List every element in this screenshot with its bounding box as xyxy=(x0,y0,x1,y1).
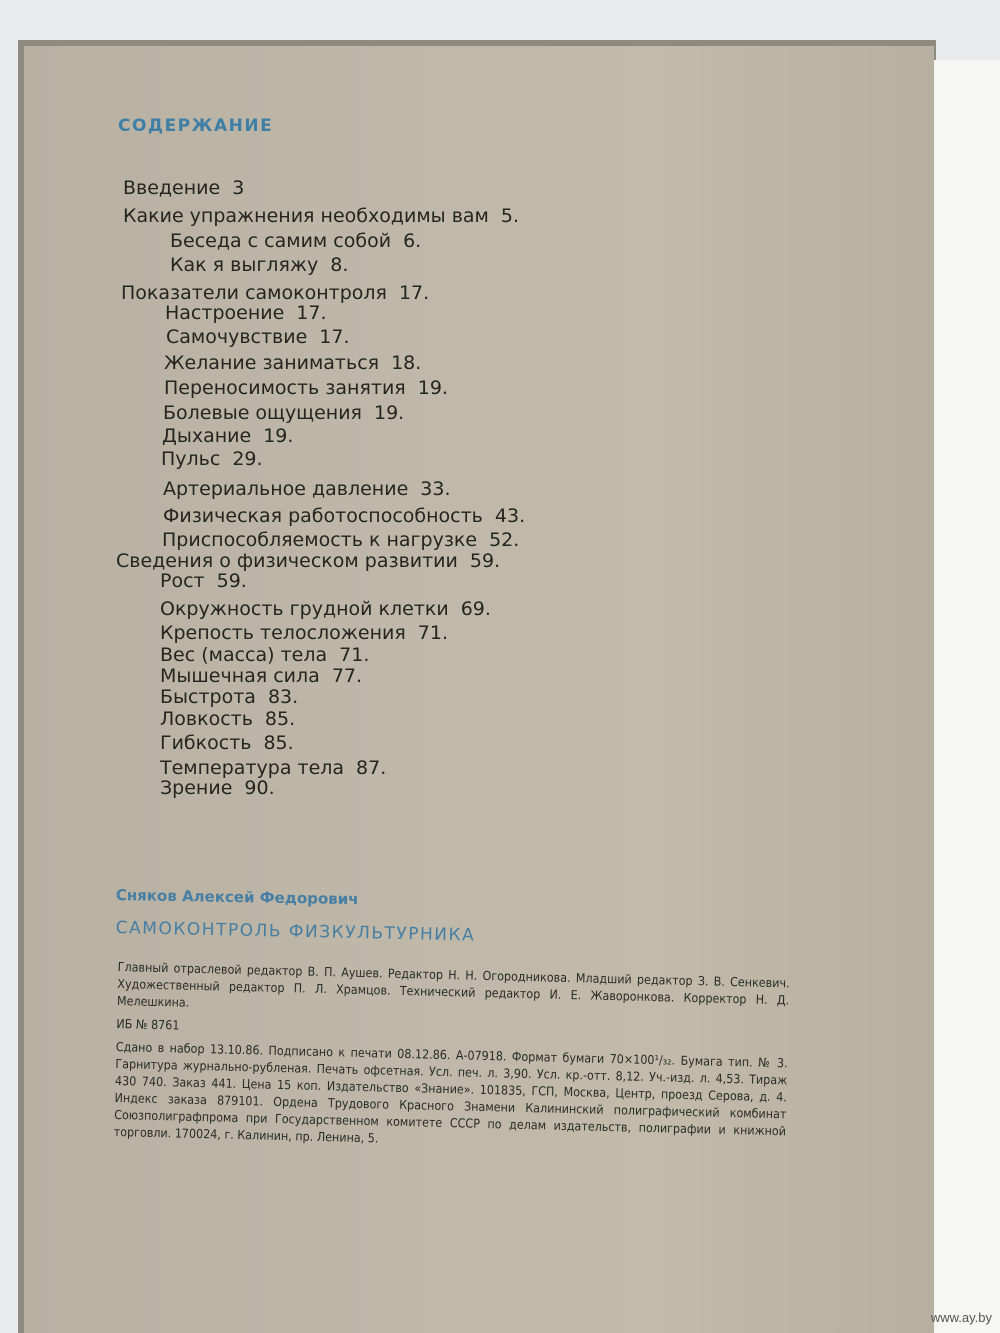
toc-entry-page: 17. xyxy=(398,282,430,304)
toc-entry-title: Вес (масса) тела xyxy=(160,644,328,666)
toc-entry xyxy=(165,302,327,324)
toc-entry-page: 33. xyxy=(420,478,451,500)
imprint-ib-number: ИБ № 8761 xyxy=(116,1015,180,1033)
toc-entry-page: 19. xyxy=(417,377,448,399)
toc-entry xyxy=(164,352,421,374)
toc-entry-page: 69. xyxy=(460,598,491,620)
facing-page xyxy=(934,60,1000,1333)
toc-entry-title: Рост xyxy=(160,570,205,592)
toc-entry xyxy=(160,665,362,687)
toc-entry-page: 29. xyxy=(232,448,263,470)
toc-entry-page: 18. xyxy=(391,352,422,374)
toc-entry xyxy=(160,598,491,620)
toc-entry-page: 90. xyxy=(244,777,275,799)
toc-entry xyxy=(163,478,450,500)
toc-entry xyxy=(166,326,350,348)
toc-entry-title: Артериальное давление xyxy=(163,478,409,500)
toc-entry xyxy=(160,686,298,708)
toc-entry xyxy=(162,425,293,447)
toc-entry xyxy=(160,644,369,666)
toc-entry-page: 5. xyxy=(500,205,520,227)
toc-entry-page: 87. xyxy=(356,757,387,779)
imprint-block xyxy=(113,958,789,1162)
author-name: Сняков Алексей Федорович xyxy=(115,886,359,909)
toc-entry xyxy=(164,377,448,399)
toc-entry-page: 77. xyxy=(331,665,363,687)
toc-entry xyxy=(163,402,404,424)
toc-entry xyxy=(162,529,519,551)
watermark-text: www.ay.by xyxy=(930,1310,992,1325)
imprint-editors: Главный отраслевой редактор В. П. Аушев. Редактор Н. Н. Огородникова. Младший редактор З. В. Сенкевич. Художественный редактор П. Л. Храмцов. Технический редактор И. Е. Жаворонкова. Корректор Н. Д. Мелешкина. xyxy=(116,958,790,1010)
toc-entry-title: Мышечная сила xyxy=(160,665,320,687)
toc-entry xyxy=(160,708,295,730)
toc-entry-title: Ловкость xyxy=(160,708,253,730)
toc-entry xyxy=(160,732,294,754)
toc-entry-title: Гибкость xyxy=(160,732,252,754)
imprint-details: Сдано в набор 13.10.86. Подписано к печати 08.12.86. А-07918. Формат бумаги 70×100¹/₃₂. Бумага тип. № 3. Гарнитура журнально-рубленая. Печать офсетная. Усл. печ. л. 3,90. Усл. кр.-отт. 8,12. Уч.-изд. л. 4,53. Тираж 430 740. Заказ 441. Цена 15 коп. Издательство «Знание». 101835, ГСП, Москва, Центр, проезд Серова, д. 4. Индекс заказа 879101. Ордена Трудового Красного Знамени Калининский полиграфический комбинат Союзполиграфпрома при Государственном комитете СССР по делам издательств, полиграфии и книжной торговли. 170024, г. Калинин, пр. Ленина, 5. xyxy=(113,1038,788,1146)
toc-entry-page: 6. xyxy=(403,230,422,252)
toc-entry-page: 83. xyxy=(267,686,299,708)
toc-entry-title: Зрение xyxy=(160,777,233,799)
toc-entry-page: 17. xyxy=(319,326,350,348)
toc-entry xyxy=(116,550,500,572)
contents-heading: СОДЕРЖАНИЕ xyxy=(118,116,274,136)
toc-entry-title: Быстрота xyxy=(160,686,256,708)
toc-entry-page: 8. xyxy=(330,254,349,276)
toc-entry-title: Показатели самоконтроля xyxy=(121,282,387,304)
toc-entry xyxy=(161,448,263,470)
toc-entry-page: 71. xyxy=(339,644,370,666)
book-title: САМОКОНТРОЛЬ ФИЗКУЛЬТУРНИКА xyxy=(115,918,476,946)
toc-entry-title: Какие упражнения необходимы вам xyxy=(123,205,489,227)
toc-entry-title: Физическая работоспособность xyxy=(163,505,483,527)
toc-entry-page: 43. xyxy=(494,505,526,527)
toc-entry-title: Сведения о физическом развитии xyxy=(116,550,458,572)
toc-entry-page: 52. xyxy=(489,529,520,551)
toc-entry xyxy=(163,505,525,527)
toc-entry-page: 85. xyxy=(263,732,294,754)
toc-entry xyxy=(123,205,519,227)
toc-entry xyxy=(160,570,247,592)
toc-entry-page: 3 xyxy=(232,177,245,199)
toc-entry xyxy=(170,230,421,252)
toc-entry-page: 17. xyxy=(296,302,327,324)
toc-entry-title: Беседа с самим собой xyxy=(170,230,392,252)
toc-entry-title: Приспособляемость к нагрузке xyxy=(162,529,478,551)
toc-entry-title: Болевые ощущения xyxy=(163,402,362,424)
toc-entry-title: Переносимость занятия xyxy=(164,377,406,399)
toc-entry-page: 59. xyxy=(469,550,501,572)
toc-entry-page: 59. xyxy=(216,570,247,592)
toc-entry-title: Дыхание xyxy=(162,425,252,447)
toc-entry xyxy=(170,254,348,276)
toc-entry xyxy=(160,622,448,644)
toc-entry-title: Настроение xyxy=(165,302,285,324)
toc-entry xyxy=(160,777,275,799)
toc-entry-title: Желание заниматься xyxy=(164,352,380,374)
toc-entry-title: Введение xyxy=(123,177,221,199)
toc-entry-title: Крепость телосложения xyxy=(160,622,406,644)
toc-entry-title: Самочувствие xyxy=(166,326,308,348)
toc-entry xyxy=(121,282,429,304)
toc-entry-page: 19. xyxy=(373,402,405,424)
toc-entry-page: 19. xyxy=(263,425,294,447)
toc-entry-title: Пульс xyxy=(161,448,221,470)
toc-entry-page: 85. xyxy=(264,708,296,730)
toc-entry xyxy=(160,757,386,779)
toc-entry-title: Температура тела xyxy=(160,757,345,779)
toc-entry-title: Как я выгляжу xyxy=(170,254,319,276)
toc-entry-title: Окружность грудной клетки xyxy=(160,598,449,620)
toc-entry xyxy=(123,177,244,199)
toc-entry-page: 71. xyxy=(417,622,449,644)
